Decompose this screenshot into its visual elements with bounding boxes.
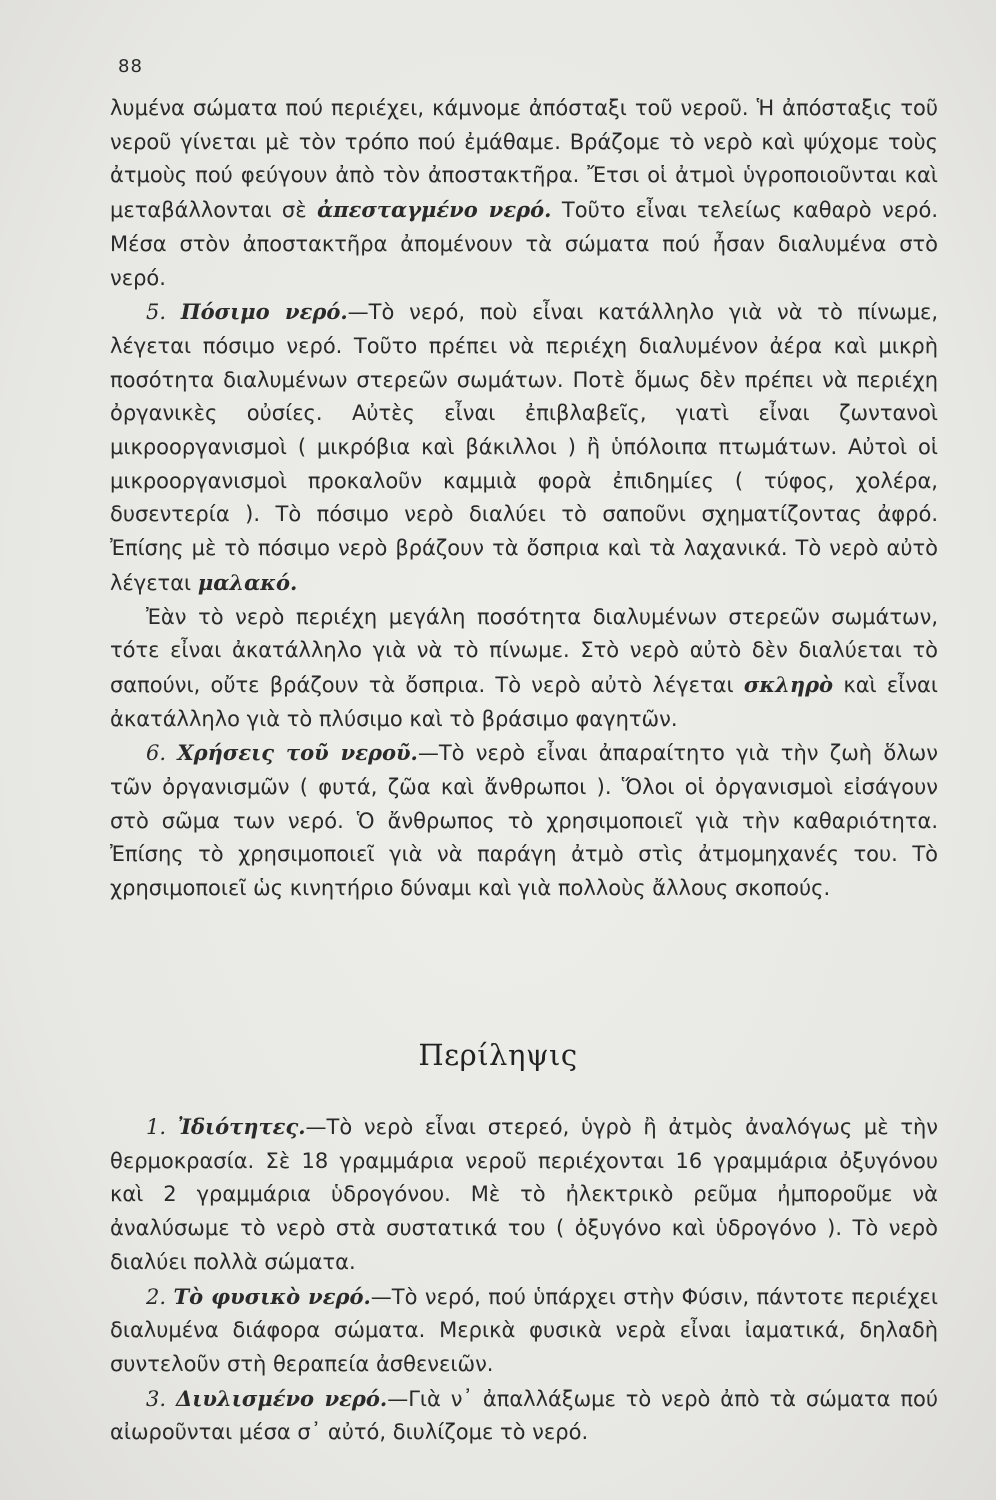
summary-item-1: [110, 1110, 938, 1280]
hard-water-text-end: καὶ εἶναι ἀκατάλληλο γιὰ τὸ πλύσιμο καὶ τὸ βράσιμο φαγητῶν.: [110, 672, 938, 731]
term-hard-water: σκληρὸ: [743, 671, 834, 697]
summary-item-3-title: Διυλισμένο νερό.: [175, 1385, 388, 1411]
distillation-text-end: Τοῦτο εἶναι τελείως καθαρὸ νερό. Μέσα στὸν ἀποστακτῆρα ἀπομένουν τὰ σώματα πού ἦσαν διαλυμένα στὸ νερό.: [110, 198, 938, 290]
section-5-paragraph: [110, 295, 938, 600]
summary-item-1-text: —Τὸ νερὸ εἶναι στερεό, ὑγρὸ ἢ ἀτμὸς ἀναλόγως μὲ τὴν θερμοκρασία. Σὲ 18 γραμμάρια νεροῦ περιέχονται 16 γραμμάρια ὀξυγόνου καὶ 2 γραμμάρια ὑδρογόνου. Μὲ τὸ ἠλεκτρικὸ ρεῦμα ἠμποροῦμε νὰ ἀναλύσωμε τὸ νερὸ στὰ συστατικά του ( ὀξυγόνο καὶ ὑδρογόνο ). Τὸ νερὸ διαλύει πολλὰ σώματα.: [110, 1115, 938, 1274]
hard-water-text: Ἐὰν τὸ νερὸ περιέχη μεγάλη ποσότητα διαλυμένων στερεῶν σωμάτων, τότε εἶναι ἀκατάλληλο γιὰ νὰ τὸ πίνωμε. Στὸ νερὸ αὐτὸ δὲν διαλύεται τὸ σαπούνι, οὔτε βράζουν τὰ ὄσπρια. Τὸ νερὸ αὐτὸ λέγεται: [110, 604, 938, 697]
summary-item-3-text: —Γιὰ ν᾽ ἀπαλλάξωμε τὸ νερὸ ἀπὸ τὰ σώματα πού αἰωροῦνται μέσα σ᾽ αὐτό, διυλίζομε τὸ νερό.: [110, 1386, 938, 1445]
distillation-text: λυμένα σώματα πού περιέχει, κάμνομε ἀπόσταξι τοῦ νεροῦ. Ἡ ἀπόσταξις τοῦ νεροῦ γίνεται μὲ τὸν τρόπο πού ἐμάθαμε. Βράζομε τὸ νερὸ καὶ ψύχομε τοὺς ἀτμοὺς πού φεύγουν ἀπὸ τὸν ἀποστακτῆρα. Ἔτσι οἱ ἀτμοὶ ὑγροποιοῦνται καὶ μεταβάλλονται σὲ: [110, 96, 938, 223]
page-number: 88: [118, 56, 143, 77]
summary-item-1-title: Ἰδιότητες.: [177, 1114, 306, 1139]
summary-heading: Περίληψις: [418, 1038, 578, 1072]
summary-item-3: [110, 1382, 938, 1450]
section-6-number: 6.: [146, 741, 167, 766]
summary-item-2: [110, 1280, 938, 1382]
summary-item-2-text: —Τὸ νερό, πού ὑπάρχει στὴν Φύσιν, πάντοτε περιέχει διαλυμένα διάφορα σώματα. Μερικὰ φυσικὰ νερὰ εἶναι ἰαματικά, δηλαδὴ συντελοῦν στὴ θεραπεία ἀσθενειῶν.: [110, 1284, 938, 1376]
hard-water-paragraph: [110, 601, 938, 737]
section-6-paragraph: [110, 736, 938, 906]
section-5-number: 5.: [146, 300, 167, 325]
summary-item-3-number: 3.: [146, 1386, 167, 1411]
section-6-title: Χρήσεις τοῦ νεροῦ.: [177, 740, 418, 766]
summary-text: [110, 1110, 938, 1450]
section-6-text: —Τὸ νερὸ εἶναι ἀπαραίτητο γιὰ τὴν ζωὴ ὅλων τῶν ὀργανισμῶν ( φυτά, ζῶα καὶ ἄνθρωποι ). Ὅλοι οἱ ὀργανισμοὶ εἰσάγουν στὸ σῶμα των νερό. Ὁ ἄνθρωπος τὸ χρησιμοποιεῖ γιὰ τὴν καθαριότητα. Ἐπίσης τὸ χρησιμοποιεῖ γιὰ νὰ παράγη ἀτμὸ στὶς ἀτμομηχανές του. Τὸ χρησιμοποιεῖ ὡς κινητήριο δύναμι καὶ γιὰ πολλοὺς ἄλλους σκοπούς.: [110, 741, 938, 901]
term-soft-water: μαλακό.: [197, 569, 298, 595]
term-distilled-water: ἀπεσταγμένο νερό.: [317, 197, 552, 223]
section-5-text: —Τὸ νερό, ποὺ εἶναι κατάλληλο γιὰ νὰ τὸ πίνωμε, λέγεται πόσιμο νερό. Τοῦτο πρέπει νὰ περιέχη διαλυμένον ἀέρα καὶ μικρὴ ποσότητα διαλυμένων στερεῶν σωμάτων. Ποτὲ ὅμως δὲν πρέπει νὰ περιέχη ὀργανικὲς οὐσίες. Αὐτὲς εἶναι ἐπιβλαβεῖς, γιατὶ εἶναι ζωντανοὶ μικροοργανισμοὶ ( μικρόβια καὶ βάκιλλοι ) ἢ ὑπόλοιπα πτωμάτων. Αὐτοὶ οἱ μικροοργανισμοὶ προκαλοῦν καμμιὰ φορὰ ἐπιδημίες ( τύφος, χολέρα, δυσεντερία ). Τὸ πόσιμο νερὸ διαλύει τὸ σαποῦνι σχηματίζοντας ἀφρό. Ἐπίσης μὲ τὸ πόσιμο νερὸ βράζουν τὰ ὄσπρια καὶ τὰ λαχανικά. Τὸ νερὸ αὐτὸ λέγεται: [110, 300, 938, 595]
summary-item-2-title: Τὸ φυσικὸ νερό.: [173, 1283, 371, 1309]
section-5-title: Πόσιμο νερό.: [180, 299, 348, 325]
paragraph-distillation: [110, 92, 938, 295]
summary-item-1-number: 1.: [146, 1115, 167, 1139]
main-text: [110, 92, 938, 906]
summary-item-2-number: 2.: [146, 1284, 167, 1309]
